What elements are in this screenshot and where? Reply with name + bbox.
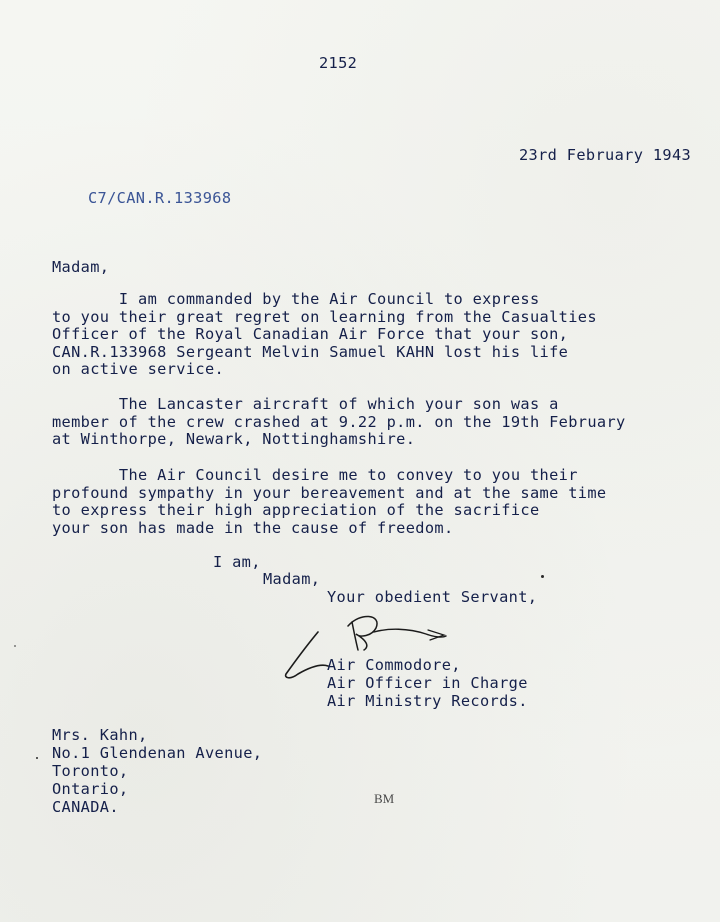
recipient-street: No.1 Glendenan Avenue, <box>52 744 263 762</box>
paragraph-line: at Winthorpe, Newark, Nottinghamshire. <box>52 430 416 448</box>
page-number: 2152 <box>319 54 358 72</box>
signatory-title: Air Officer in Charge <box>327 674 528 692</box>
closing-line: I am, <box>213 553 261 571</box>
paper-speck <box>541 575 544 578</box>
paragraph-line: Officer of the Royal Canadian Air Force that your son, <box>52 325 569 343</box>
closing-line: Madam, <box>263 570 321 588</box>
paragraph-line: to express their high appreciation of the sacrifice <box>52 501 540 519</box>
paragraph-line: to you their great regret on learning from the Casualties <box>52 307 597 326</box>
paragraph-line: your son has made in the cause of freedom. <box>52 518 454 537</box>
reference-number: C7/CAN.R.133968 <box>88 189 232 207</box>
paragraph-line: CAN.R.133968 Sergeant Melvin Samuel KAHN lost his life <box>52 342 569 361</box>
salutation: Madam, <box>52 258 110 276</box>
closing-line: Your obedient Servant, <box>327 588 538 606</box>
paragraph-line: on active service. <box>52 360 225 378</box>
paper-speck <box>36 757 38 759</box>
paragraph-line: I am commanded by the Air Council to express <box>52 290 540 308</box>
signatory-rank: Air Commodore, <box>327 656 461 674</box>
paragraph-line: member of the crew crashed at 9.22 p.m. on the 19th February <box>52 412 626 431</box>
recipient-city: Toronto, <box>52 762 129 780</box>
signatory-department: Air Ministry Records. <box>327 692 528 710</box>
recipient-country: CANADA. <box>52 798 119 816</box>
recipient-province: Ontario, <box>52 780 129 798</box>
recipient-name: Mrs. Kahn, <box>52 726 148 744</box>
paper-speck <box>14 645 16 647</box>
paragraph-line: profound sympathy in your bereavement and at the same time <box>52 483 607 502</box>
typist-initials: BM <box>374 791 395 806</box>
letter-date: 23rd February 1943 <box>519 146 692 164</box>
paragraph-line: The Lancaster aircraft of which your son was a <box>52 395 559 413</box>
paragraph-line: The Air Council desire me to convey to you their <box>52 466 578 484</box>
